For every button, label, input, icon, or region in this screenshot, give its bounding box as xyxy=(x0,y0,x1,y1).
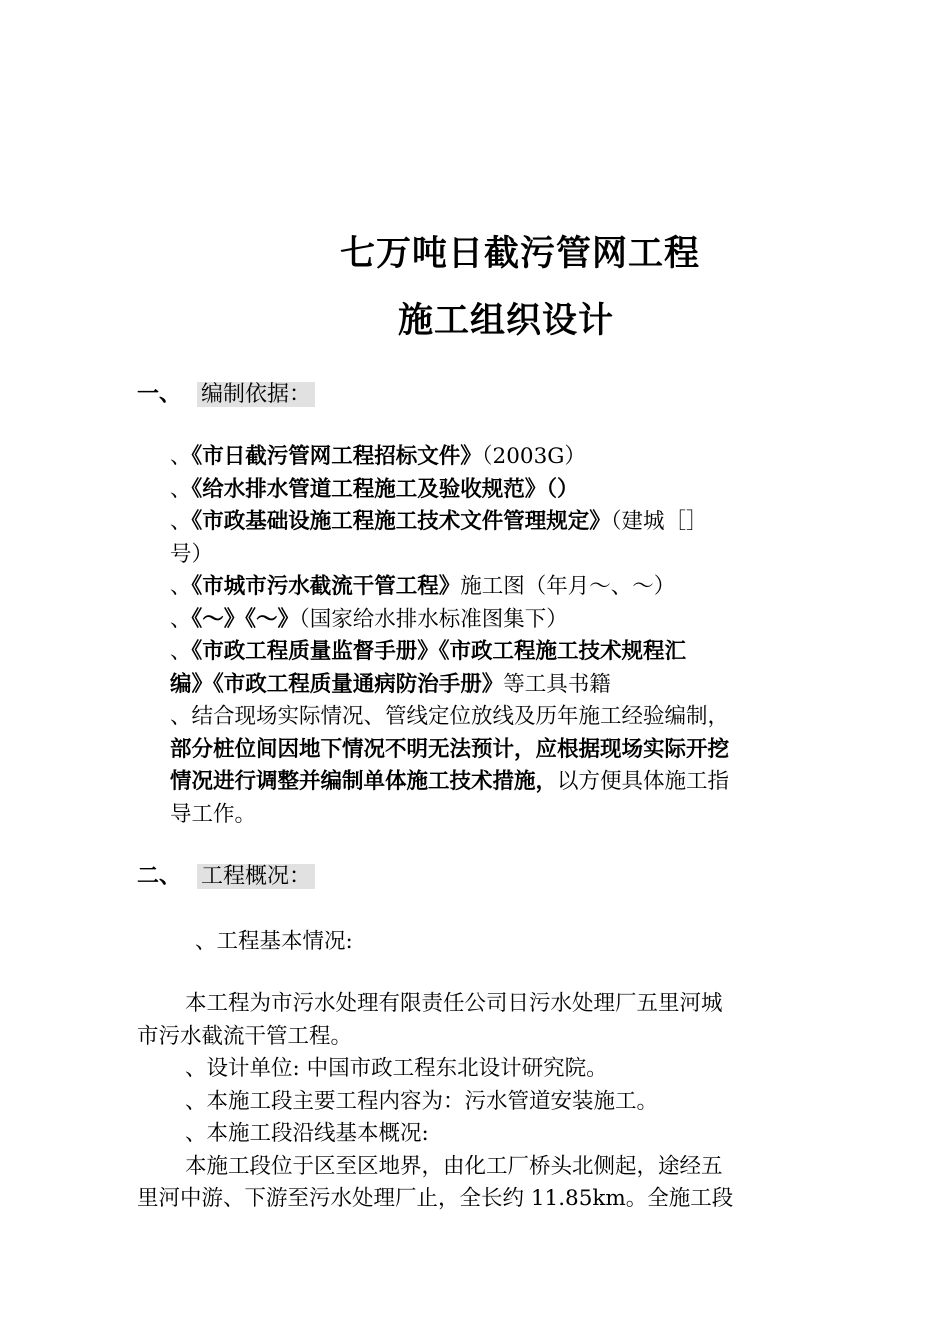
list-item: 、《市政基础设施工程施工技术文件管理规定》（建城［］ xyxy=(170,509,708,534)
list-item: 、结合现场实际情况、管线定位放线及历年施工经验编制， xyxy=(170,704,730,729)
basis-list xyxy=(170,441,836,831)
section-number: 二、 xyxy=(137,864,182,889)
list-item: 、《市政工程质量监督手册》《市政工程施工技术规程汇 xyxy=(170,639,687,664)
section-number: 一、 xyxy=(137,382,182,407)
basis-note-line: 导工作。 xyxy=(170,801,257,827)
list-item: 、《给水排水管道工程施工及验收规范》（） xyxy=(170,476,579,502)
section-title: 工程概况： xyxy=(197,864,315,889)
list-item: 、《市城市污水截流干管工程》施工图（年月～、～） xyxy=(170,574,676,599)
design-unit: 、设计单位: 中国市政工程东北设计研究院。 xyxy=(185,1056,608,1081)
route-overview-heading: 、本施工段沿线基本概况: xyxy=(185,1121,429,1146)
section-title: 编制依据： xyxy=(197,382,315,407)
document-subtitle: 施工组织设计 xyxy=(397,301,614,341)
work-content: 、本施工段主要工程内容为：污水管道安装施工。 xyxy=(185,1088,659,1114)
section-heading-basis xyxy=(137,380,315,410)
route-overview-text: 本施工段位于区至区地界，由化工厂桥头北侧起，途经五 xyxy=(185,1153,723,1179)
list-item-continuation: 号） xyxy=(170,541,214,567)
route-overview-text: 里河中游、下游至污水处理厂止，全长约 11.85km。全施工段 xyxy=(137,1186,734,1211)
list-item: 、《市日截污管网工程招标文件》（2003G） xyxy=(170,444,586,469)
list-item: 、《～》《～》（国家给水排水标准图集下） xyxy=(170,606,568,632)
list-item-continuation: 编》《市政工程质量通病防治手册》等工具书籍 xyxy=(170,671,611,697)
basis-note-line: 情况进行调整并编制单体施工技术措施，以方便具体施工指 xyxy=(170,769,730,794)
section-heading-overview xyxy=(137,862,315,892)
subheading-basic-info: 、工程基本情况: xyxy=(195,929,353,954)
document-title: 七万吨日截污管网工程 xyxy=(339,234,700,274)
basis-note-line: 部分桩位间因地下情况不明无法预计，应根据现场实际开挖 xyxy=(170,736,730,762)
project-description: 本工程为市污水处理有限责任公司日污水处理厂五里河城 市污水截流干管工程。 、设计单位: 中国市政工程东北设计研究院。 、本施工段主要工程内容为：污水管道安装施工。 、本施工段沿线基本概况: 本施工段位于区至区地界，由化工厂桥头北侧起，途经五 里河中游、下游至污水处理厂止，全长约 11.85km。全施工段 xyxy=(137,988,837,1216)
